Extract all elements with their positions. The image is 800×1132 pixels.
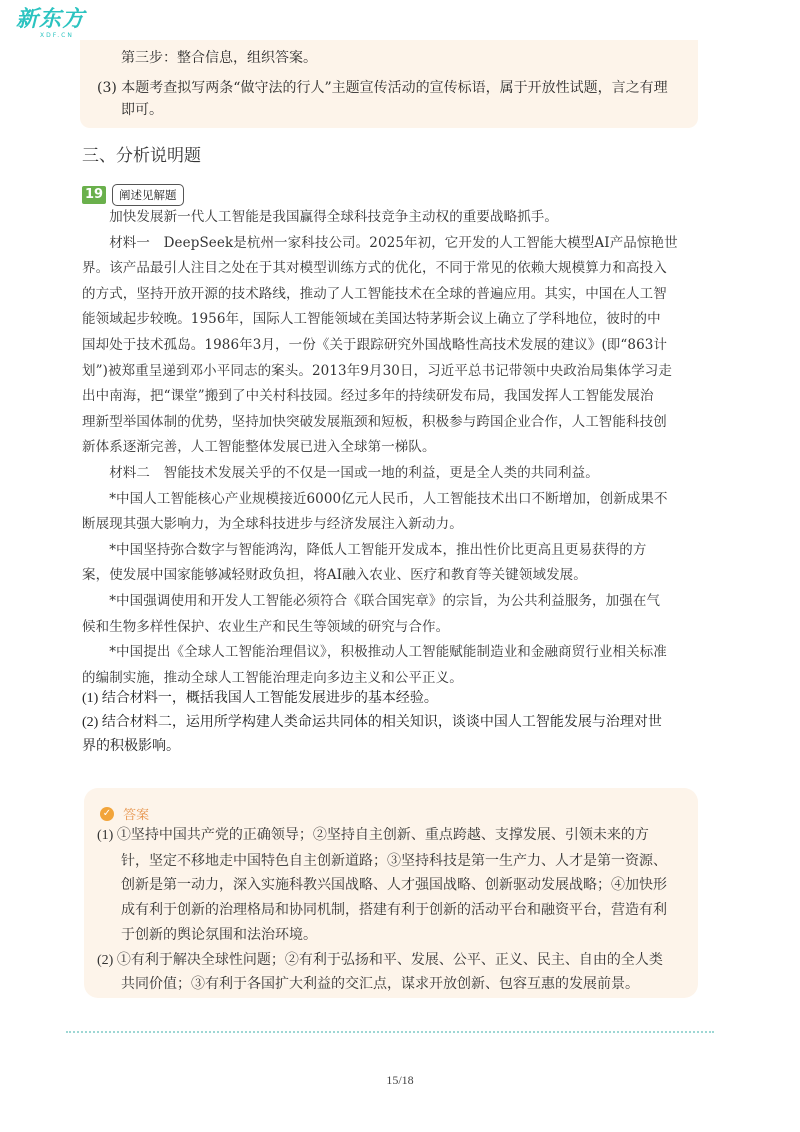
material-line: 划”)被郑重呈递到邓小平同志的案头。2013年9月30日，习近平总书记带领中央政治局集体学习走 — [82, 362, 672, 379]
material-line: 加快发展新一代人工智能是我国赢得全球科技竞争主动权的重要战略抓手。 — [82, 209, 558, 225]
material-line: 的编制实施，推动全球人工智能治理走向多边主义和公平正义。 — [82, 669, 463, 686]
material-line: 界。该产品最引人注目之处在于其对模型训练方式的优化，不同于常见的依赖大规模算力和高投入 — [82, 260, 667, 277]
material-line: 新体系逐渐完善，人工智能整体发展已进入全球第一梯队。 — [82, 439, 436, 456]
answer-line: 于创新的舆论氛围和法治环境。 — [121, 928, 317, 943]
sub-question-line: 界的积极影响。 — [82, 739, 180, 754]
section-title: 三、分析说明题 — [82, 146, 201, 166]
dotted-divider — [66, 1031, 714, 1033]
logo-main-text: 新东方 — [16, 7, 86, 32]
answer-header — [100, 803, 149, 821]
answer-label: 答案 — [123, 808, 150, 823]
xdf-logo — [16, 8, 96, 44]
prev-answer-line: 即可。 — [121, 102, 163, 118]
material-line: 材料一 DeepSeek是杭州一家科技公司。2025年初，它开发的人工智能大模型AI产品惊艳世 — [82, 234, 678, 251]
answer-line: 成有利于创新的治理格局和协同机制，搭建有利于创新的活动平台和融资平台，营造有利 — [121, 903, 667, 918]
logo-sub-text: XDF.CN — [40, 32, 74, 39]
question-number-badge: 19 — [82, 186, 106, 204]
material-line: 国却处于技术孤岛。1986年3月，一份《关于跟踪研究外国战略性高技术发展的建议》(即“863计 — [82, 337, 668, 353]
answer-line: (1) ①坚持中国共产党的正确领导；②坚持自主创新、重点跨越、支撑发展、引领未来的方 — [97, 828, 649, 843]
material-line: *中国提出《全球人工智能治理倡议》，积极推动人工智能赋能制造业和金融商贸行业相关标准 — [82, 644, 667, 661]
material-line: 能领域起步较晚。1956年，国际人工智能领域在美国达特茅斯会议上确立了学科地位，彼时的中 — [82, 311, 661, 328]
answer-line: 创新是第一动力，深入实施科教兴国战略、人才强国战略、创新驱动发展战略；④加快形 — [121, 878, 667, 893]
material-line: 材料二 智能技术发展关乎的不仅是一国或一地的利益，更是全人类的共同利益。 — [82, 465, 599, 481]
material-line: *中国坚持弥合数字与智能鸿沟，降低人工智能开发成本，推出性价比更高且更易获得的方 — [82, 541, 647, 558]
page-number: 15/18 — [386, 1073, 414, 1087]
material-line: 断展现其强大影响力，为全球科技进步与经济发展注入新动力。 — [82, 516, 463, 533]
material-line: 的方式，坚持开放开源的技术路线，推动了人工智能技术在全球的普遍应用。其实，中国在人工智 — [82, 285, 667, 302]
check-icon: ✓ — [100, 807, 114, 821]
answer-line: 共同价值；③有利于各国扩大利益的交汇点，谋求开放创新、包容互惠的发展前景。 — [121, 977, 639, 992]
material-line: 案，使发展中国家能够减轻财政负担，将AI融入农业、医疗和教育等关键领域发展。 — [82, 567, 587, 584]
sub-question-line: (2) 结合材料二，运用所学构建人类命运共同体的相关知识，谈谈中国人工智能发展与治理对世 — [82, 715, 662, 730]
prev-answer-line: (3) 本题考查拟写两条“做守法的行人”主题宣传活动的宣传标语，属于开放性试题，言之有理 — [97, 80, 668, 96]
material-line: 出中南海，把“课堂”搬到了中关村科技园。经过多年的持续研发布局，我国发挥人工智能发展治 — [82, 388, 654, 405]
answer-line: (2) ①有利于解决全球性问题；②有利于弘扬和平、发展、公平、正义、民主、自由的全人类 — [97, 953, 663, 968]
answer-line: 针，坚定不移地走中国特色自主创新道路；③坚持科技是第一生产力、人才是第一资源、 — [121, 854, 667, 869]
material-line: 候和生物多样性保护、农业生产和民生等领域的研究与合作。 — [82, 618, 450, 635]
material-line: *中国人工智能核心产业规模接近6000亿元人民币，人工智能技术出口不断增加，创新成果不 — [82, 490, 668, 507]
sub-question-line: (1) 结合材料一，概括我国人工智能发展进步的基本经验。 — [82, 691, 438, 706]
question-type-tag: 阐述见解题 — [112, 184, 184, 206]
material-line: *中国强调使用和开发人工智能必须符合《联合国宪章》的宗旨，为公共利益服务，加强在气 — [82, 593, 661, 609]
material-line: 理新型举国体制的优势，坚持加快突破发展瓶颈和短板，积极参与跨国企业合作，人工智能科技创 — [82, 413, 667, 430]
prev-answer-line: 第三步：整合信息，组织答案。 — [121, 50, 317, 66]
